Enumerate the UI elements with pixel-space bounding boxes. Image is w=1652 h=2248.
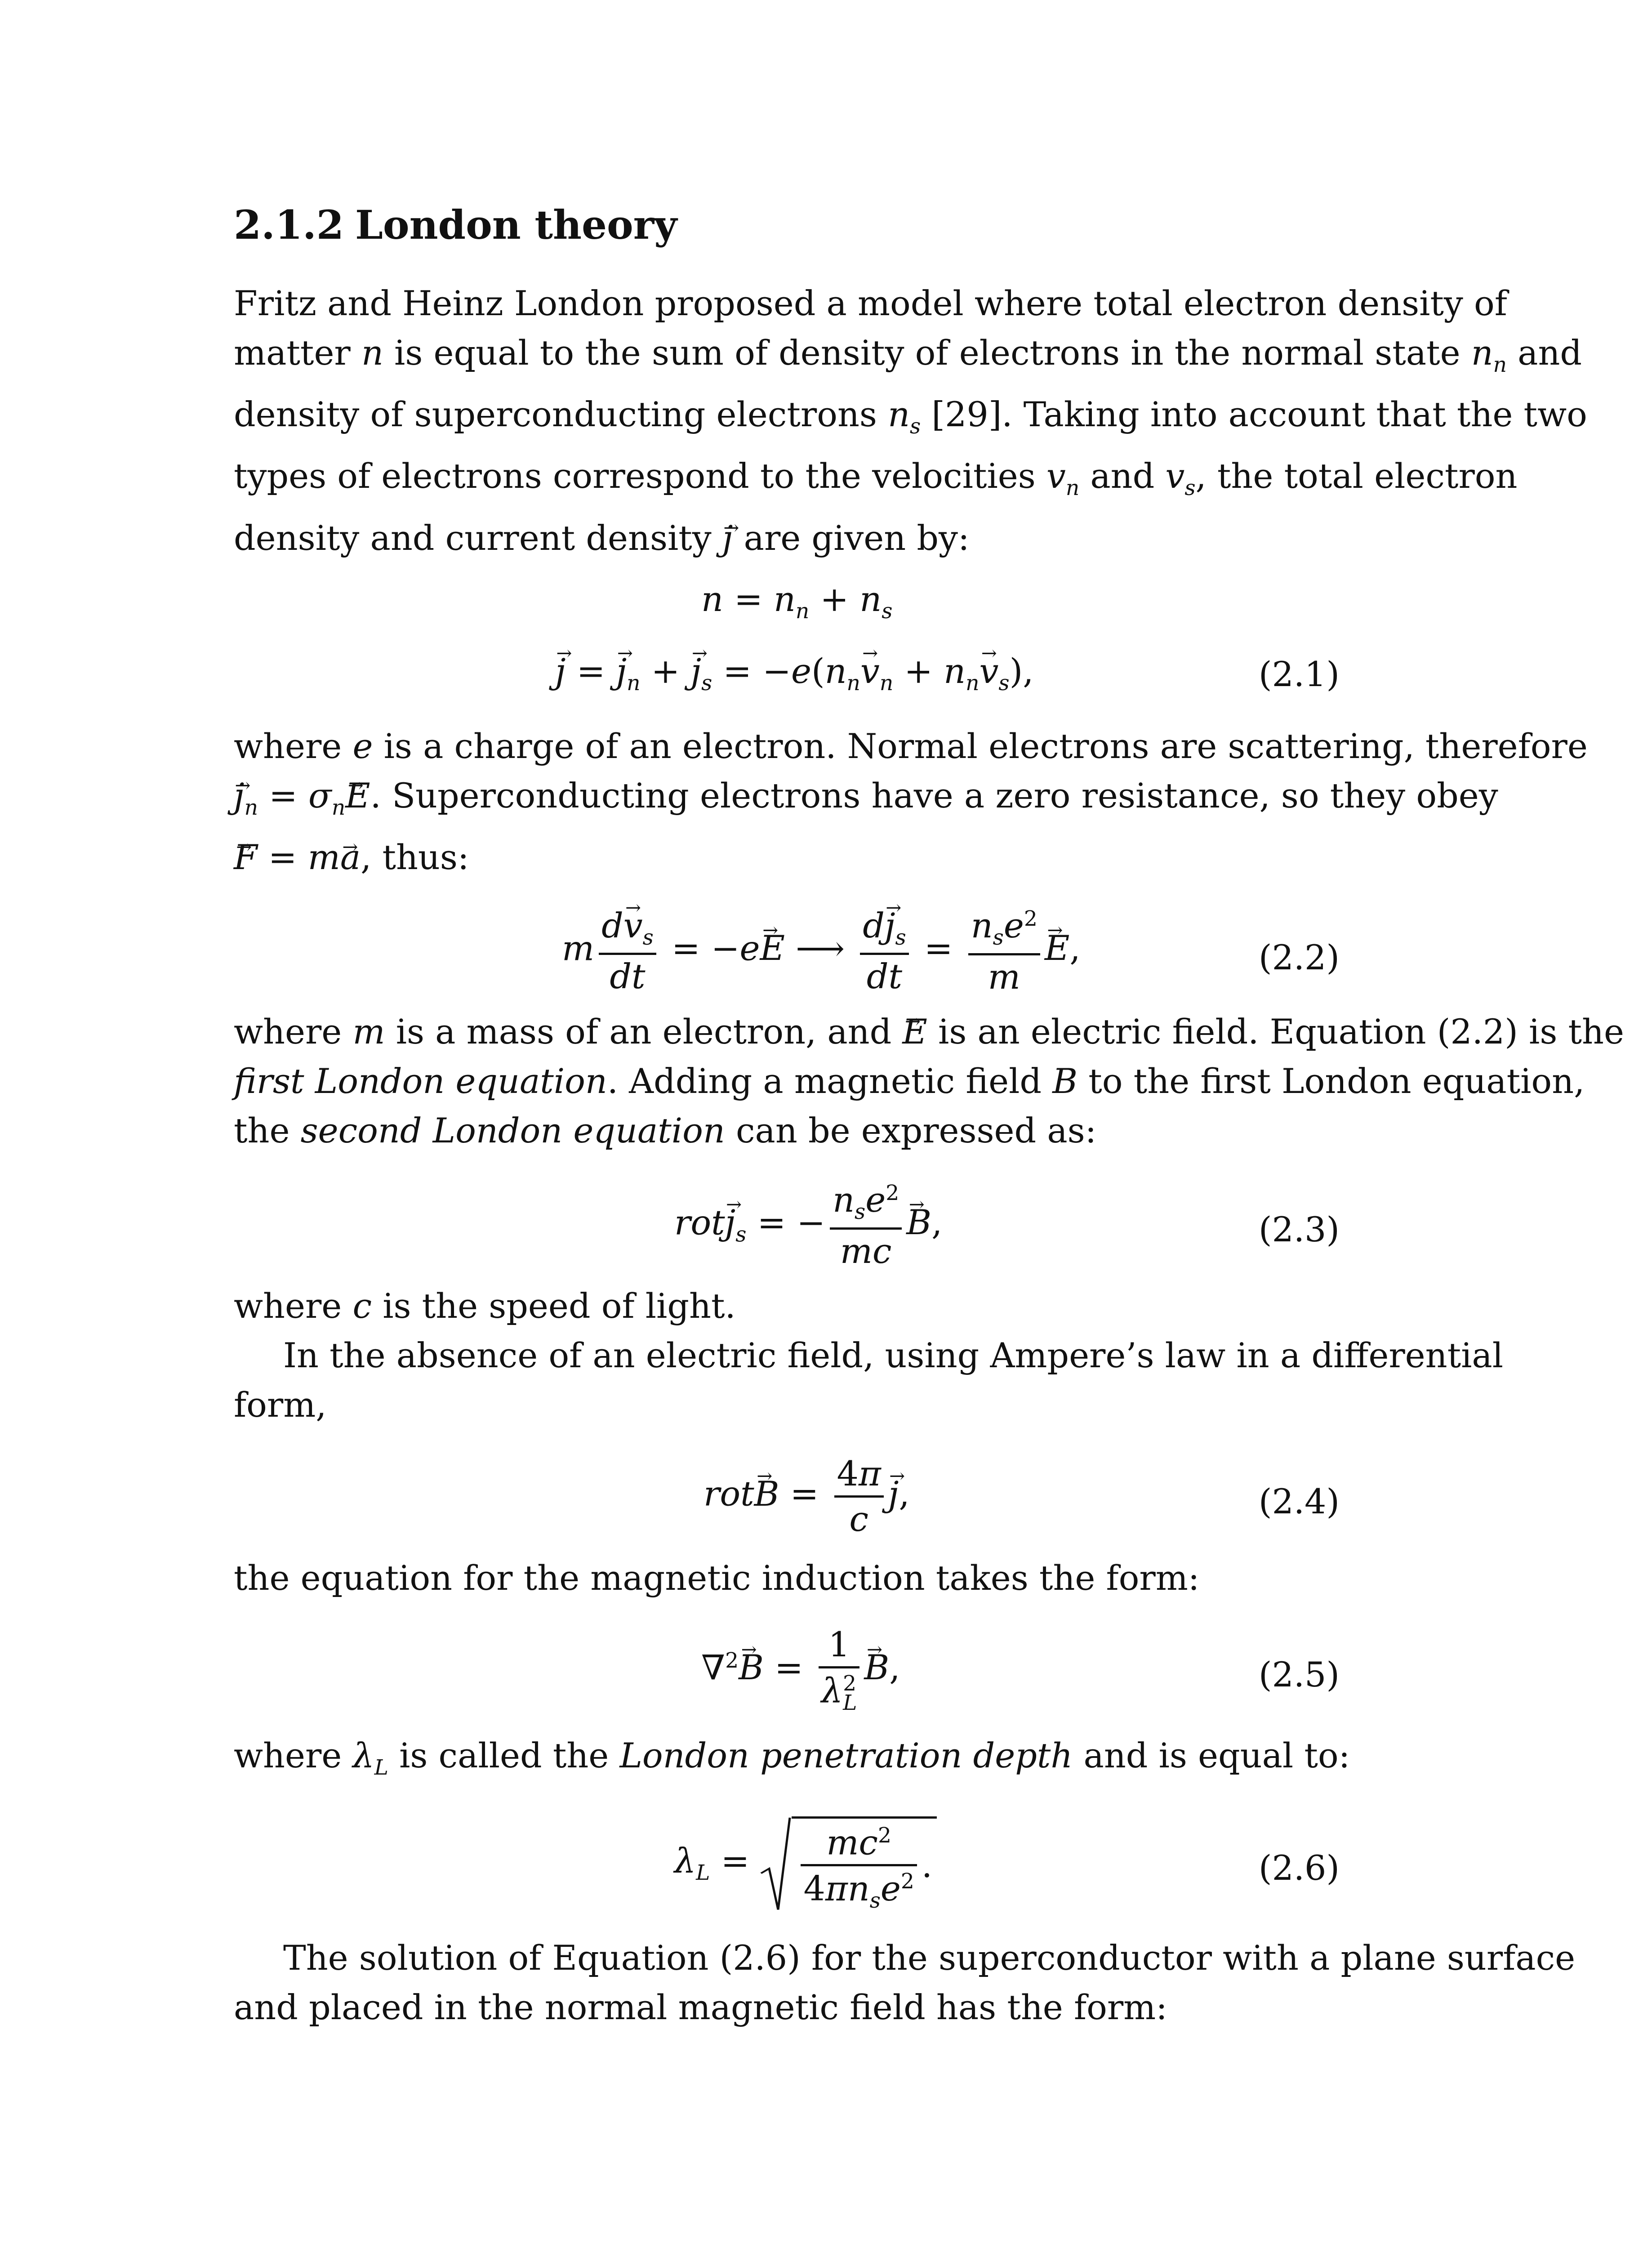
paragraph-ampere [234,1331,1504,1430]
equation-number: (2.6) [1258,1848,1340,1888]
text-line: where m is a mass of an electron, and E → is an electric field. Equation (2.2) is the [234,1007,1340,1057]
equation-ampere-law: rotB → = $\frac{4\pi}{c}$ j →, [704,1457,910,1536]
paragraph-speed-of-light [234,1281,1340,1331]
text-line: density and current density j → are given by: [234,513,1340,563]
section-heading [234,201,677,248]
equation-first-london: m $\frac{dv \to_s}{dt}$ = −eE → ⟶ $\frac{dj \to_s}{dt}$ = $\frac{n_se^2}{m}$ E →, [562,908,1080,994]
equation-current-density: j → = $j \to_n + j \to_s = -e(n_nv \to_n + n_nv \to_s)$, [555,654,1033,694]
paragraph-penetration-depth [234,1731,1350,1793]
equation-number: (2.5) [1258,1655,1340,1695]
text-line: where e is a charge of an electron. Normal electrons are scattering, therefore [234,726,1588,766]
paragraph-scattering [234,722,1588,882]
paragraph-magnetic-induction [234,1553,1340,1603]
text-line: Fritz and Heinz London proposed a model where total electron density of [234,283,1507,323]
text-line: first London equation. Adding a magnetic field B to the first London equation, [234,1061,1585,1101]
text-line: form, [234,1385,327,1425]
text-line: The solution of Equation (2.6) for the superconductor with a plane surface [283,1938,1576,1978]
paragraph-london-equations [234,1007,1624,1155]
section-title: London theory [355,201,677,248]
equation-number: (2.2) [1258,937,1340,977]
paragraph-intro [234,279,1587,563]
section-number: 2.1.2 [234,201,344,248]
text-line: F → = ma →, thus: [234,833,1340,882]
text-line: types of electrons correspond to the velocities $v_n$ and $v_s$, the total electron [234,456,1518,501]
text-line: density of superconducting electrons $n_s$ [29]. Taking into account that the two [234,394,1587,439]
text-line: the second London equation can be expressed as: [234,1111,1097,1151]
text-line: matter n is equal to the sum of density of electrons in the normal state $n_n$ and [234,333,1582,378]
text-line: and placed in the normal magnetic field has the form: [234,1987,1167,2027]
equation-penetration-depth: $\lambda_L$ = $\frac{mc^2}{4\pi n_se^2}$ . [674,1816,937,1911]
equation-number: (2.4) [1258,1481,1340,1521]
paragraph-solution [234,1933,1576,2032]
equation-laplacian: ∇$^2$B → = $\frac{1}{\lambda^2_L}$ B →, [701,1628,900,1713]
text-line: In the absence of an electric field, using Ampere’s law in a differential [283,1335,1504,1375]
text-line: the equation for the magnetic induction takes the form: [234,1558,1200,1598]
equation-density: $n = n_n + n_s$ [701,579,893,624]
equation-number: (2.3) [1258,1209,1340,1249]
text-line: $j \to_n = \sigma_nE$ →. Superconducting electrons have a zero resistance, so they obey [234,771,1340,833]
text-line: where $\lambda_L$ is called the London penetration depth and is equal to: [234,1735,1350,1780]
square-root: $\frac{mc^2}{4\pi n_se^2}$ . [760,1816,937,1911]
equation-second-london: rotj $\to_s$ = − $\frac{n_se^2}{mc}$ B →, [674,1182,942,1268]
text-line: where c is the speed of light. [234,1286,736,1326]
radical-sign-icon [760,1816,792,1911]
equation-number: (2.1) [1258,654,1340,694]
